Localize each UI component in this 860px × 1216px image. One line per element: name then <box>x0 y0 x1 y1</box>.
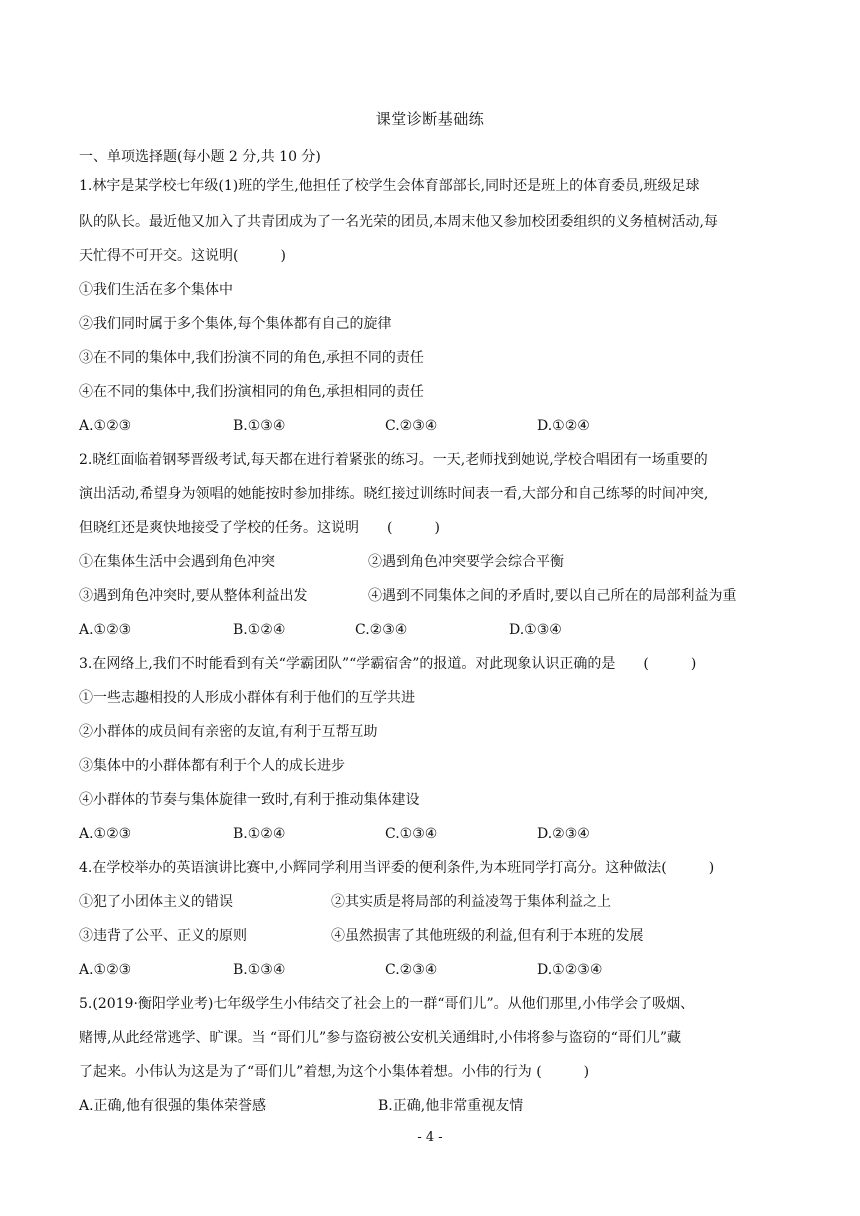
question-3-option-c: C.①③④ <box>385 826 438 842</box>
page-title: 课堂诊断基础练 <box>375 110 485 128</box>
question-2-item: ③遇到角色冲突时,要从整体利益出发 <box>79 588 308 604</box>
question-3-option-b: B.①②④ <box>233 826 286 842</box>
question-4-item: ④虽然损害了其他班级的利益,但有利于本班的发展 <box>331 928 644 944</box>
question-1-stem-line: 队的队长。最近他又加入了共青团成为了一名光荣的团员,本周末他又参加校团委组织的义务植树活动,每 <box>79 214 718 230</box>
question-5-stem-line: 赌博,从此经常逃学、旷课。当 “哥们儿”参与盗窃被公安机关通缉时,小伟将参与盗窃的“哥们儿”藏 <box>79 1030 681 1046</box>
question-4-option-b: B.①③④ <box>233 962 286 978</box>
question-1-option-b: B.①③④ <box>233 418 286 434</box>
question-1-stem-line: 1.林宇是某学校七年级(1)班的学生,他担任了校学生会体育部部长,同时还是班上的体育委员,班级足球 <box>79 178 700 194</box>
question-2-option-b: B.①②④ <box>233 622 286 638</box>
question-2-stem-line: 演出活动,希望身为领唱的她能按时参加排练。晓红接过训练时间表一看,大部分和自己练琴的时间冲突, <box>79 486 709 502</box>
page-number: - 4 - <box>417 1130 443 1145</box>
question-3-item: ②小群体的成员间有亲密的友谊,有利于互帮互助 <box>79 724 378 740</box>
question-4-item: ③违背了公平、正义的原则 <box>79 928 247 944</box>
question-3-option-d: D.②③④ <box>537 826 590 842</box>
question-1-stem-line: 天忙得不可开交。这说明( ) <box>79 248 286 264</box>
question-2-item: ④遇到不同集体之间的矛盾时,要以自己所在的局部利益为重 <box>368 588 737 604</box>
question-2-option-c: C.②③④ <box>355 622 408 638</box>
question-1-option-a: A.①②③ <box>79 418 132 434</box>
question-4-option-a: A.①②③ <box>79 962 132 978</box>
question-3-item: ①一些志趣相投的人形成小群体有利于他们的互学共进 <box>79 690 415 706</box>
question-1-option-d: D.①②④ <box>537 418 590 434</box>
question-1-item: ③在不同的集体中,我们扮演不同的角色,承担不同的责任 <box>79 350 424 366</box>
question-3-item: ③集体中的小群体都有利于个人的成长进步 <box>79 758 345 774</box>
question-4-stem-line: 4.在学校举办的英语演讲比赛中,小辉同学利用当评委的便利条件,为本班同学打高分。这种做法( ) <box>79 860 715 876</box>
question-5-option-b: B.正确,他非常重视友情 <box>378 1098 524 1114</box>
question-4-option-c: C.②③④ <box>385 962 438 978</box>
question-3-item: ④小群体的节奏与集体旋律一致时,有利于推动集体建设 <box>79 792 420 808</box>
question-2-item: ①在集体生活中会遇到角色冲突 <box>79 554 275 570</box>
question-3-stem-line: 3.在网络上,我们不时能看到有关“学霸团队”“学霸宿舍”的报道。对此现象认识正确的是 ( ) <box>79 656 697 672</box>
question-2-stem-line: 但晓红还是爽快地接受了学校的任务。这说明 ( ) <box>79 520 440 536</box>
question-2-option-d: D.①③④ <box>509 622 562 638</box>
question-2-stem-line: 2.晓红面临着钢琴晋级考试,每天都在进行着紧张的练习。一天,老师找到她说,学校合唱团有一场重要的 <box>79 452 708 468</box>
question-5-option-a: A.正确,他有很强的集体荣誉感 <box>79 1098 267 1114</box>
question-2-item: ②遇到角色冲突要学会综合平衡 <box>368 554 564 570</box>
question-5-stem-line: 了起来。小伟认为这是为了“哥们儿”着想,为这个小集体着想。小伟的行为 ( ) <box>79 1064 590 1080</box>
question-2-option-a: A.①②③ <box>79 622 132 638</box>
question-1-option-c: C.②③④ <box>385 418 438 434</box>
question-1-item: ①我们生活在多个集体中 <box>79 282 233 298</box>
question-4-option-d: D.①②③④ <box>537 962 603 978</box>
section-heading: 一、单项选择题(每小题 2 分,共 10 分) <box>79 149 321 165</box>
question-3-option-a: A.①②③ <box>79 826 132 842</box>
question-4-item: ①犯了小团体主义的错误 <box>79 894 233 910</box>
question-1-item: ④在不同的集体中,我们扮演相同的角色,承担相同的责任 <box>79 384 424 400</box>
question-4-item: ②其实质是将局部的利益凌驾于集体利益之上 <box>331 894 611 910</box>
question-5-stem-line: 5.(2019·衡阳学业考)七年级学生小伟结交了社会上的一群“哥们儿”。从他们那里,小伟学会了吸烟、 <box>79 996 695 1012</box>
question-1-item: ②我们同时属于多个集体,每个集体都有自己的旋律 <box>79 316 392 332</box>
